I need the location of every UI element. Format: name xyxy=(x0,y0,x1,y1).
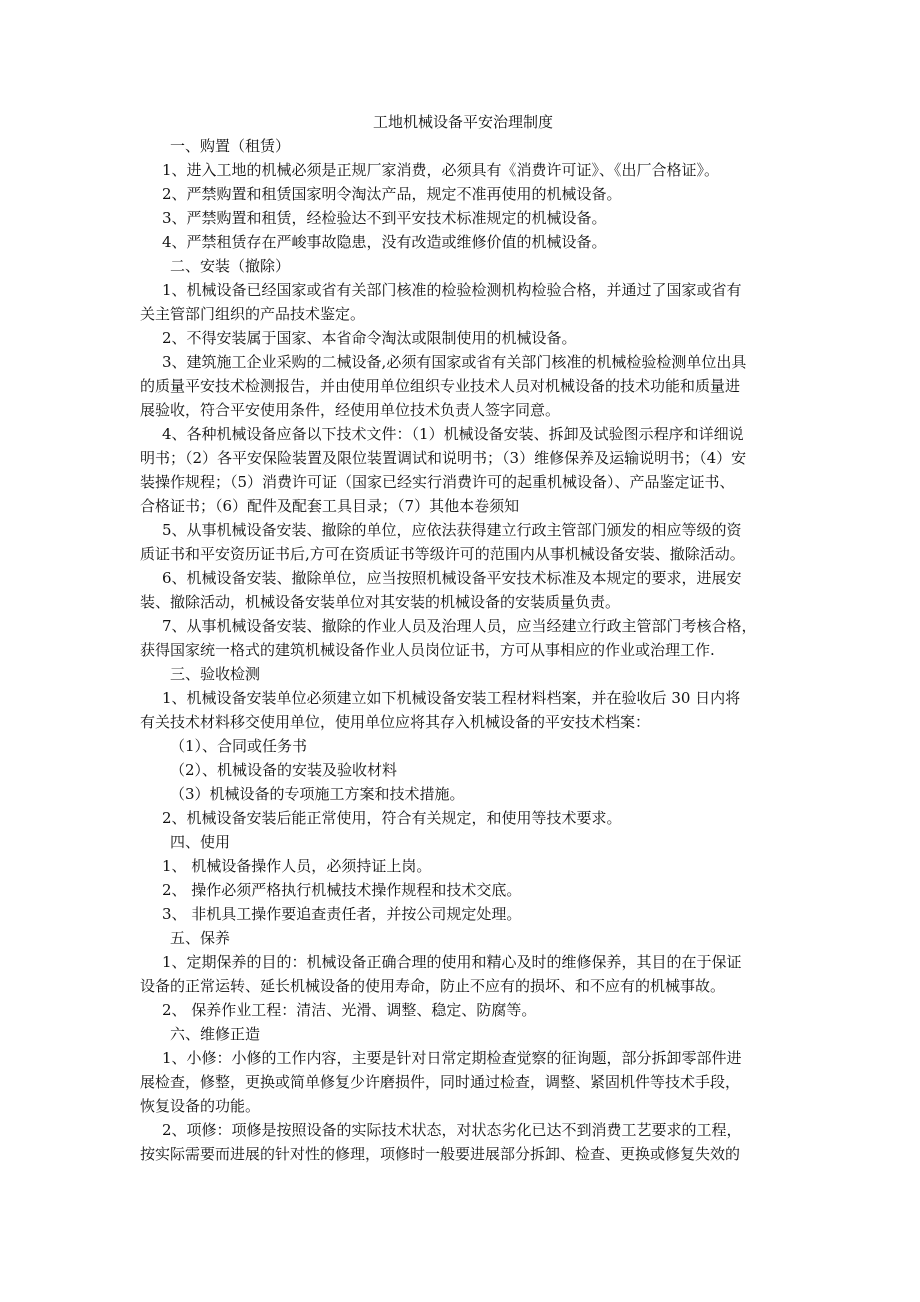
text-line: 关主管部门组织的产品技术鉴定。 xyxy=(140,305,366,323)
text-line: 的质量平安技术检测报告，并由使用单位组织专业技术人员对机械设备的技术功能和质量进 xyxy=(140,377,741,395)
text-line: 3、 非机具工操作要追查责任者，并按公司规定处理。 xyxy=(162,905,522,923)
text-line: 1、小修：小修的工作内容，主要是针对日常定期检查觉察的征询题，部分拆卸零部件进 xyxy=(162,1049,742,1067)
text-line: 质证书和平安资历证书后,方可在资质证书等级许可的范围内从事机械设备安装、撤除活动。 xyxy=(140,545,745,563)
text-line: （2）、机械设备的安装及验收材料 xyxy=(170,761,398,779)
text-line: 三、验收检测 xyxy=(170,665,261,683)
text-line: 4、严禁租赁存在严峻事故隐患，没有改造或维修价值的机械设备。 xyxy=(162,233,607,251)
text-line: 设备的正常运转、延长机械设备的使用寿命，防止不应有的损坏、和不应有的机械事故。 xyxy=(140,977,726,995)
text-line: 展检查，修整，更换或简单修复少许磨损件，同时通过检查，调整、紧固机件等技术手段， xyxy=(140,1073,741,1091)
text-line: 五、保养 xyxy=(170,929,231,947)
text-line: 2、 操作必须严格执行机械技术操作规程和技术交底。 xyxy=(162,881,522,899)
text-line: 2、项修：项修是按照设备的实际技术状态，对状态劣化已达不到消费工艺要求的工程， xyxy=(162,1121,742,1139)
text-line: 1、定期保养的目的：机械设备正确合理的使用和精心及时的维修保养，其目的在于保证 xyxy=(162,953,742,971)
text-line: 1、进入工地的机械必须是正规厂家消费，必须具有《消费许可证》、《出厂合格证》。 xyxy=(162,161,720,179)
text-line: 展验收，符合平安使用条件，经使用单位技术负责人签字同意。 xyxy=(140,401,561,419)
text-line: 四、使用 xyxy=(170,833,231,851)
text-line: 装、撤除活动，机械设备安装单位对其安装的机械设备的安装质量负责。 xyxy=(140,593,621,611)
text-line: 2、严禁购置和租赁国家明令淘汰产品，规定不准再使用的机械设备。 xyxy=(162,185,622,203)
document-body xyxy=(140,134,780,1166)
text-line: 六、维修正造 xyxy=(170,1025,261,1043)
text-line: 一、购置（租赁） xyxy=(170,137,291,155)
text-line: 1、 机械设备操作人员，必须持证上岗。 xyxy=(162,857,432,875)
text-line: 二、安装（撤除） xyxy=(170,257,291,275)
text-line: 1、机械设备已经国家或省有关部门核准的检验检测机构检验合格，并通过了国家或省有 xyxy=(162,281,742,299)
text-line: 1、机械设备安装单位必须建立如下机械设备安装工程材料档案，并在验收后 30 日内将 xyxy=(162,689,741,707)
text-line: 6、机械设备安装、撤除单位，应当按照机械设备平安技术标准及本规定的要求，进展安 xyxy=(162,569,742,587)
document-page xyxy=(140,110,780,1166)
text-line: 装操作规程；（5）消费许可证（国家已经实行消费许可的起重机械设备）、产品鉴定证书、 xyxy=(140,473,735,491)
text-line: 恢复设备的功能。 xyxy=(140,1097,261,1115)
document-title: 工地机械设备平安治理制度 xyxy=(372,113,553,131)
text-line: 2、 保养作业工程：清洁、光滑、调整、稳定、防腐等。 xyxy=(162,1001,537,1019)
text-line: 4、各种机械设备应备以下技术文件：（1）机械设备安装、拆卸及试验图示程序和详细说 xyxy=(162,425,744,443)
text-line: 3、建筑施工企业采购的二械设备,必须有国家或省有关部门核准的机械检验检测单位出具 xyxy=(162,353,747,371)
text-line: 明书；（2）各平安保险装置及限位装置调试和说明书；（3）维修保养及运输说明书；（4）安 xyxy=(140,449,747,467)
text-line: （3）机械设备的专项施工方案和技术措施。 xyxy=(170,785,465,803)
text-line: 按实际需要而进展的针对性的修理，项修时一般要进展部分拆卸、检查、更换或修复失效的 xyxy=(140,1145,741,1163)
text-line: 5、从事机械设备安装、撤除的单位，应依法获得建立行政主管部门颁发的相应等级的资 xyxy=(162,521,742,539)
text-line: 获得国家统一格式的建筑机械设备作业人员岗位证书，方可从事相应的作业或治理工作. xyxy=(140,641,715,659)
text-line: 合格证书；（6）配件及配套工具目录；（7）其他本卷须知 xyxy=(140,497,520,515)
text-line: （1）、合同或任务书 xyxy=(170,737,308,755)
text-line: 3、严禁购置和租赁，经检验达不到平安技术标准规定的机械设备。 xyxy=(162,209,607,227)
text-line: 2、机械设备安装后能正常使用，符合有关规定，和使用等技术要求。 xyxy=(162,809,622,827)
text-line: 7、从事机械设备安装、撤除的作业人员及治理人员，应当经建立行政主管部门考核合格， xyxy=(162,617,757,635)
text-line: 有关技术材料移交使用单位，使用单位应将其存入机械设备的平安技术档案： xyxy=(140,713,651,731)
text-line: 2、不得安装属于国家、本省命令淘汰或限制使用的机械设备。 xyxy=(162,329,577,347)
